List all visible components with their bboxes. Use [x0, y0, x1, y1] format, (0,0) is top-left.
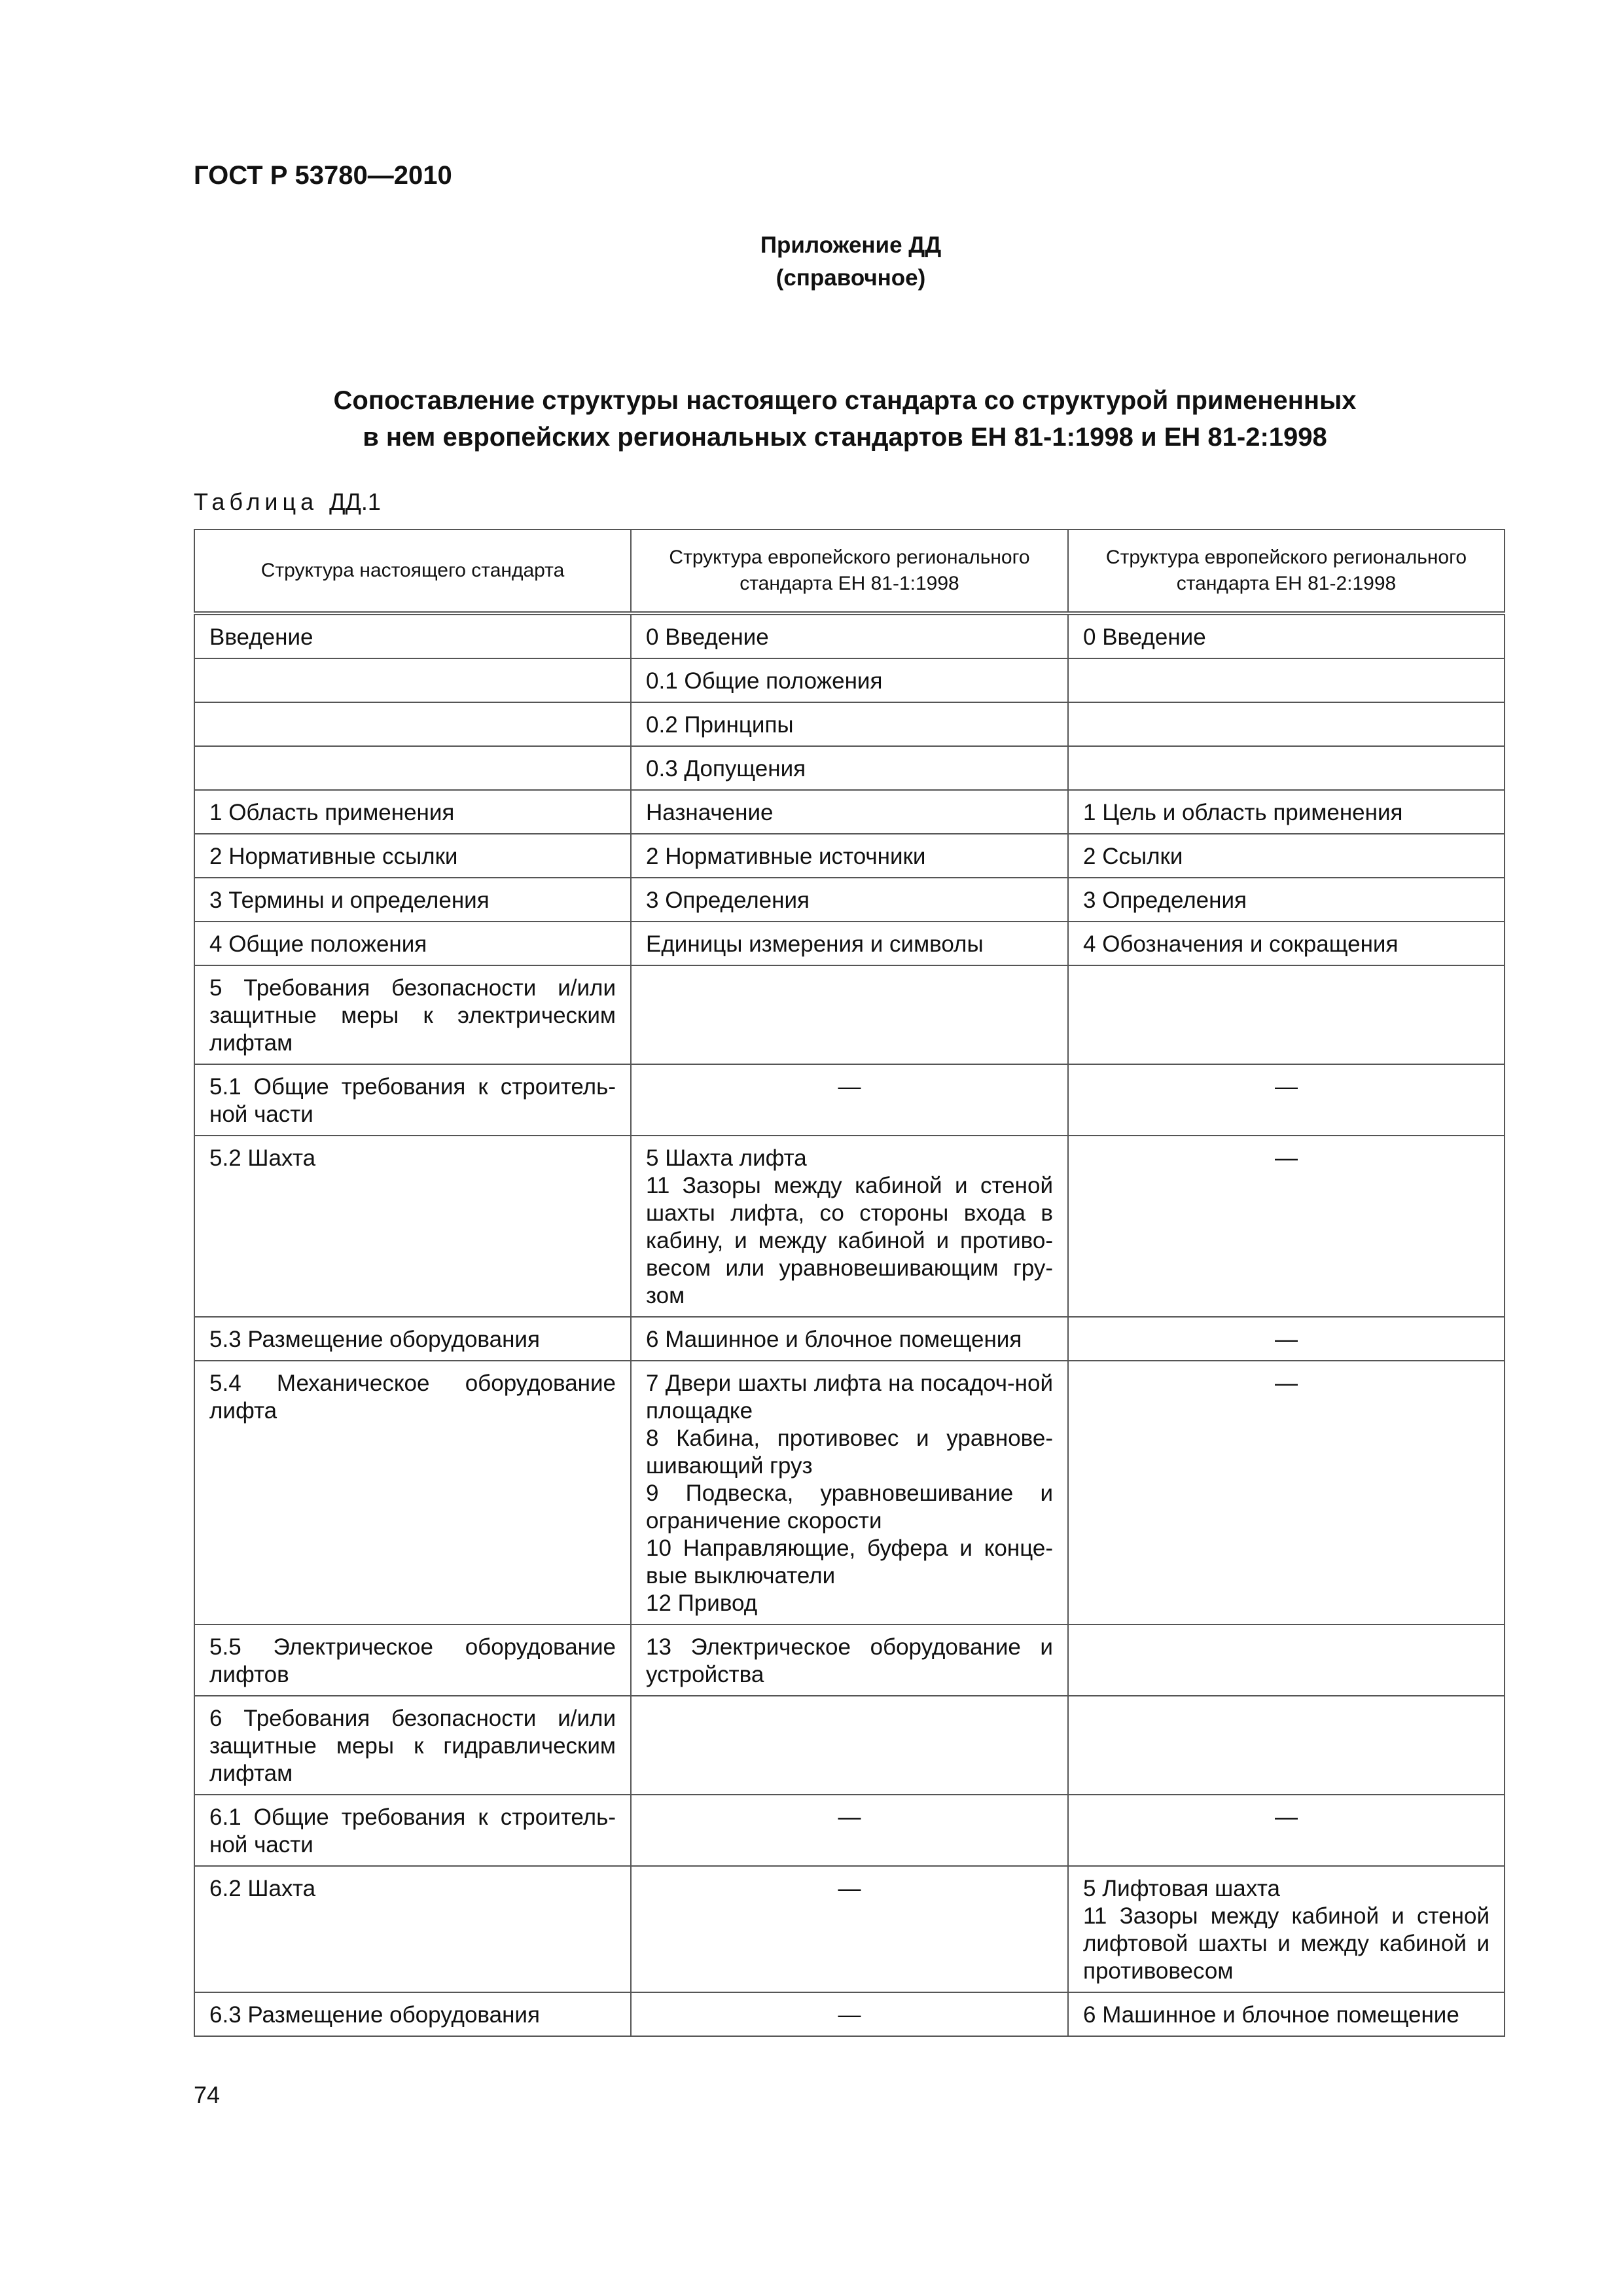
table-cell-col3 [1068, 965, 1505, 1064]
table-row [194, 1624, 1505, 1696]
table-cell-col3 [1068, 1795, 1505, 1866]
cell-text: — [838, 1804, 861, 1830]
table-cell-col3 [1068, 746, 1505, 790]
table-cell-col1 [194, 613, 631, 658]
comparison-table [194, 529, 1505, 2037]
table-cell-col2 [631, 1992, 1068, 2036]
table-row [194, 1064, 1505, 1136]
cell-text: 12 Привод [646, 1590, 758, 1616]
table-row [194, 1866, 1505, 1992]
table-cell-col2 [631, 1795, 1068, 1866]
column-header-this-standard: Структура настоящего стандарта [194, 529, 631, 613]
table-cell-col1 [194, 922, 631, 965]
table-cell-col1 [194, 1317, 631, 1361]
table-cell-col3 [1068, 1317, 1505, 1361]
table-cell-col3 [1068, 1992, 1505, 2036]
table-cell-col2 [631, 613, 1068, 658]
table-cell-col1 [194, 1866, 631, 1992]
cell-text: 2 Нормативные ссылки [209, 844, 458, 869]
table-row [194, 1992, 1505, 2036]
table-cell-col2 [631, 922, 1068, 965]
table-cell-col1 [194, 746, 631, 790]
table-row [194, 746, 1505, 790]
cell-text: 0.1 Общие положения [646, 668, 883, 694]
cell-text: 0.2 Принципы [646, 712, 794, 738]
cell-text: 5.2 Шахта [209, 1145, 316, 1171]
table-cell-col3 [1068, 1064, 1505, 1136]
table-cell-col3 [1068, 1136, 1505, 1317]
cell-text: 5 Шахта лифта [646, 1145, 807, 1171]
table-row [194, 1795, 1505, 1866]
table-cell-col2 [631, 658, 1068, 702]
cell-text: — [1275, 1804, 1298, 1830]
cell-text: 6.2 Шахта [209, 1876, 316, 1901]
cell-text: 2 Ссылки [1083, 844, 1183, 869]
table-cell-col1 [194, 1064, 631, 1136]
cell-text: 9 Подвеска, уравновешивание и ограничение скорости [646, 1480, 1053, 1534]
table-cell-col1 [194, 1361, 631, 1624]
table-cell-col2 [631, 878, 1068, 922]
table-caption-number: ДД.1 [329, 488, 381, 515]
cell-text: — [1275, 1074, 1298, 1100]
cell-text: — [1275, 1327, 1298, 1352]
cell-text: 6 Машинное и блочное помещения [646, 1327, 1022, 1352]
title-line-2: в нем европейских региональных стандартов ЕН 81-1:1998 и ЕН 81-2:1998 [363, 423, 1327, 452]
table-row [194, 1317, 1505, 1361]
table-cell-col1 [194, 702, 631, 746]
cell-text: 5.1 Общие требования к строитель-ной части [209, 1074, 616, 1127]
cell-text: 0.3 Допущения [646, 756, 806, 781]
cell-text: 10 Направляющие, буфера и конце-вые выключатели [646, 1535, 1053, 1588]
document-title [194, 382, 1496, 456]
table-cell-col1 [194, 965, 631, 1064]
cell-text: — [1275, 1371, 1298, 1396]
table-cell-col2 [631, 702, 1068, 746]
page-number: 74 [194, 2081, 221, 2108]
cell-text: 11 Зазоры между кабиной и стеной лифтовой шахты и между кабиной и противовесом [1083, 1903, 1489, 1984]
table-cell-col2 [631, 1136, 1068, 1317]
table-cell-col3 [1068, 878, 1505, 922]
table-cell-col1 [194, 1136, 631, 1317]
table-row [194, 790, 1505, 834]
table-cell-col3 [1068, 922, 1505, 965]
table-cell-col3 [1068, 702, 1505, 746]
table-cell-col1 [194, 1696, 631, 1795]
table-body [194, 613, 1505, 2036]
cell-text: 13 Электрическое оборудование и устройства [646, 1634, 1053, 1687]
table-row [194, 965, 1505, 1064]
cell-text: 4 Обозначения и сокращения [1083, 931, 1399, 957]
table-header [194, 529, 1505, 613]
table-cell-col1 [194, 834, 631, 878]
cell-text: 1 Область применения [209, 800, 455, 825]
table-cell-col2 [631, 1361, 1068, 1624]
cell-text: 5 Требования безопасности и/или защитные меры к электрическим лифтам [209, 975, 616, 1056]
table-cell-col3 [1068, 1696, 1505, 1795]
cell-text: 5 Лифтовая шахта [1083, 1876, 1280, 1901]
cell-text: 3 Термины и определения [209, 888, 490, 913]
cell-text: Назначение [646, 800, 774, 825]
table-row [194, 613, 1505, 658]
cell-text: 3 Определения [646, 888, 810, 913]
cell-text: 1 Цель и область применения [1083, 800, 1403, 825]
table-cell-col2 [631, 746, 1068, 790]
table-cell-col2 [631, 1696, 1068, 1795]
column-header-en-81-1: Структура европейского регионального стандарта ЕН 81-1:1998 [631, 529, 1068, 613]
table-cell-col2 [631, 790, 1068, 834]
table-cell-col1 [194, 790, 631, 834]
cell-text: 0 Введение [646, 624, 769, 650]
cell-text: 6 Машинное и блочное помещение [1083, 2002, 1459, 2028]
table-row [194, 922, 1505, 965]
cell-text: — [838, 1074, 861, 1100]
appendix-heading [0, 229, 1623, 295]
cell-text: Единицы измерения и символы [646, 931, 984, 957]
table-cell-col2 [631, 1624, 1068, 1696]
table-cell-col1 [194, 658, 631, 702]
cell-text: 5.3 Размещение оборудования [209, 1327, 540, 1352]
table-cell-col1 [194, 1795, 631, 1866]
table-row [194, 878, 1505, 922]
document-code: ГОСТ Р 53780—2010 [194, 161, 452, 190]
cell-text: 7 Двери шахты лифта на посадоч-ной площадке [646, 1371, 1053, 1424]
header-row [194, 529, 1505, 613]
cell-text: — [1275, 1145, 1298, 1171]
table-cell-col3 [1068, 1866, 1505, 1992]
table-cell-col2 [631, 834, 1068, 878]
table-cell-col1 [194, 1624, 631, 1696]
table-cell-col3 [1068, 613, 1505, 658]
cell-text: Введение [209, 624, 313, 650]
cell-text: 5.4 Механическое оборудование лифта [209, 1371, 616, 1424]
appendix-kind: (справочное) [776, 265, 926, 291]
table-cell-col2 [631, 1317, 1068, 1361]
table-cell-col3 [1068, 790, 1505, 834]
table-row [194, 702, 1505, 746]
cell-text: 8 Кабина, противовес и уравнове-шивающий груз [646, 1426, 1053, 1479]
cell-text: 6.3 Размещение оборудования [209, 2002, 540, 2028]
table-row [194, 1361, 1505, 1624]
cell-text: 4 Общие положения [209, 931, 427, 957]
table-row [194, 1136, 1505, 1317]
table-cell-col1 [194, 1992, 631, 2036]
table-cell-col2 [631, 1064, 1068, 1136]
cell-text: — [838, 1876, 861, 1901]
cell-text: 0 Введение [1083, 624, 1206, 650]
table-cell-col3 [1068, 1361, 1505, 1624]
cell-text: 6.1 Общие требования к строитель-ной части [209, 1804, 616, 1857]
table-row [194, 1696, 1505, 1795]
table-cell-col2 [631, 1866, 1068, 1992]
appendix-label: Приложение ДД [760, 232, 942, 258]
column-header-en-81-2: Структура европейского регионального стандарта ЕН 81-2:1998 [1068, 529, 1505, 613]
table-caption-prefix: Таблица [194, 488, 319, 515]
cell-text: 2 Нормативные источники [646, 844, 926, 869]
table-cell-col3 [1068, 658, 1505, 702]
cell-text: — [838, 2002, 861, 2028]
cell-text: 11 Зазоры между кабиной и стеной шахты лифта, со стороны входа в кабину, и между кабиной и противо-весом или уравновешивающим гру-зом [646, 1173, 1053, 1308]
table-row [194, 658, 1505, 702]
table-cell-col2 [631, 965, 1068, 1064]
cell-text: 3 Определения [1083, 888, 1247, 913]
cell-text: 6 Требования безопасности и/или защитные меры к гидравлическим лифтам [209, 1706, 616, 1786]
table-cell-col3 [1068, 1624, 1505, 1696]
table-cell-col1 [194, 878, 631, 922]
table-cell-col3 [1068, 834, 1505, 878]
table-row [194, 834, 1505, 878]
title-line-1: Сопоставление структуры настоящего стандарта со структурой примененных [333, 386, 1357, 415]
cell-text: 5.5 Электрическое оборудование лифтов [209, 1634, 616, 1687]
table-caption [194, 488, 381, 516]
